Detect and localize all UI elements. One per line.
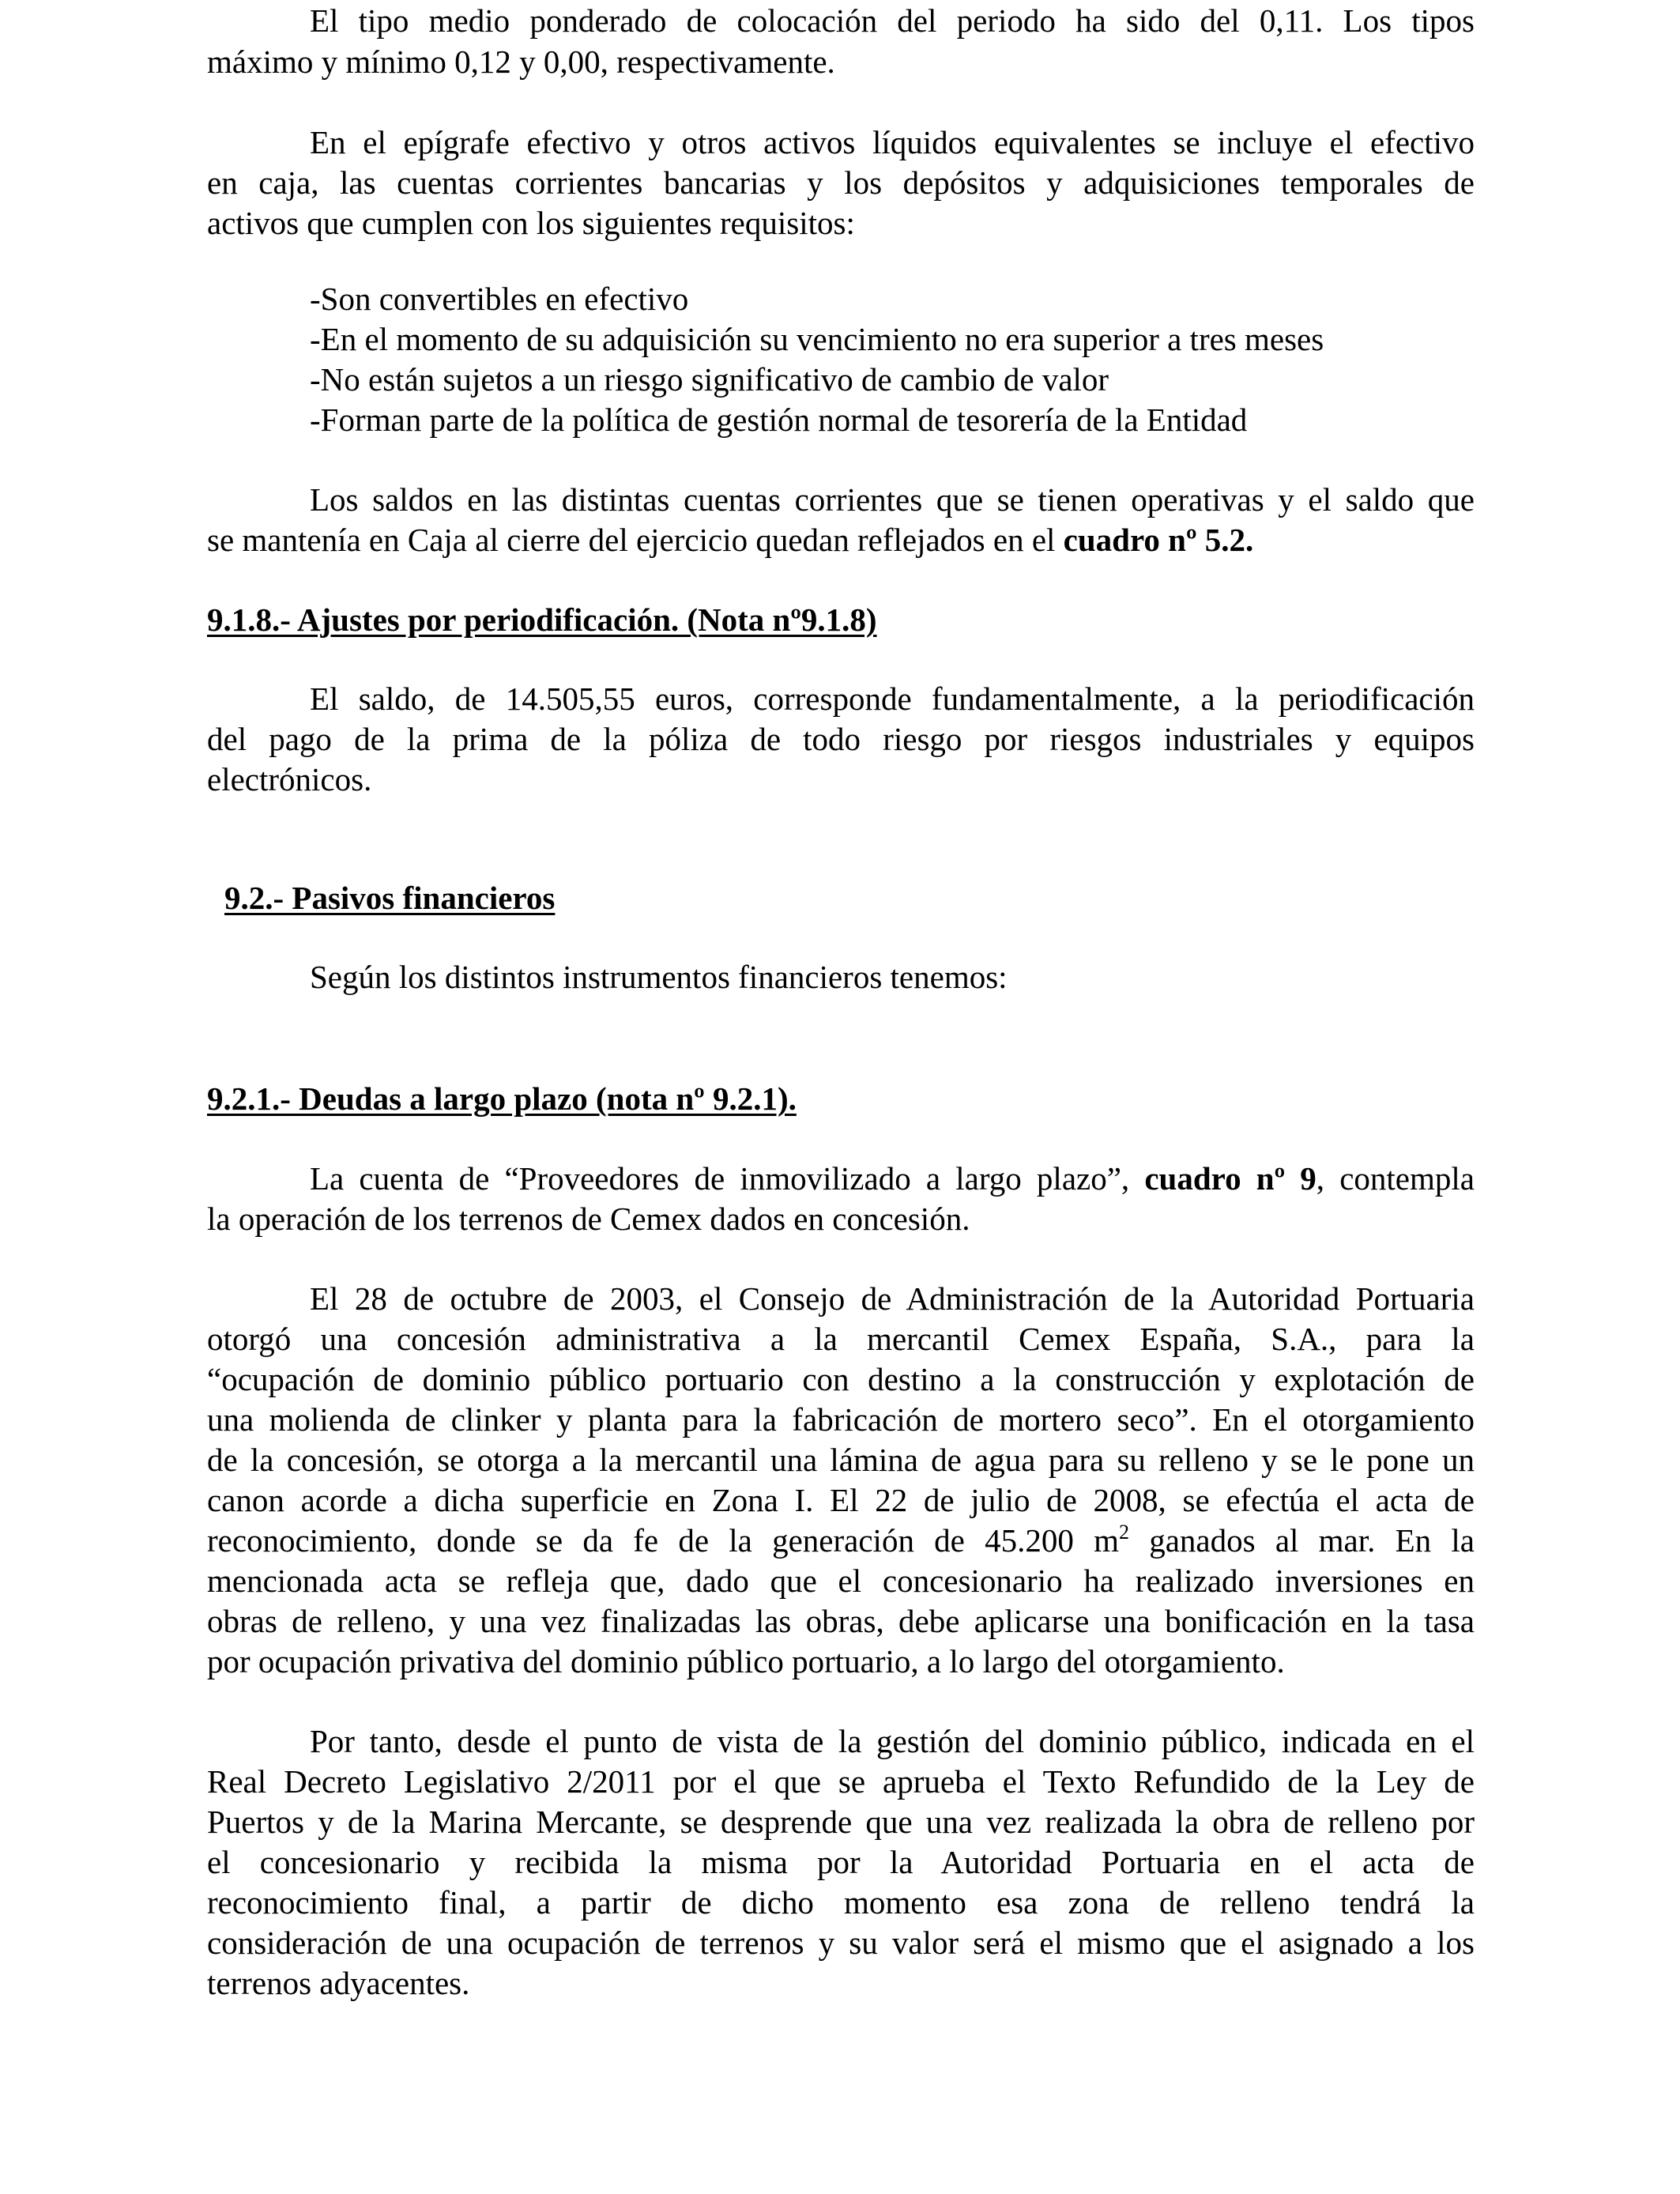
para3-line2: se mantenía en Caja al cierre del ejercicio quedan reflejados en el cuadro nº 5.2. xyxy=(207,522,1254,558)
para8-line2: Real Decreto Legislativo 2/2011 por el que se aprueba el Texto Refundido de la Ley de xyxy=(207,1763,1475,1800)
para3-line1: Los saldos en las distintas cuentas corrientes que se tienen operativas y el saldo que xyxy=(310,481,1475,518)
para4-line2: del pago de la prima de la póliza de todo riesgo por riesgos industriales y equipos xyxy=(207,721,1475,757)
para7-line8: mencionada acta se refleja que, dado que el concesionario ha realizado inversiones en xyxy=(207,1563,1475,1599)
para8-line1: Por tanto, desde el punto de vista de la gestión del dominio público, indicada en el xyxy=(310,1723,1475,1759)
requisito-item: -No están sujetos a un riesgo significativo de cambio de valor xyxy=(310,361,1109,398)
requisito-item: -Son convertibles en efectivo xyxy=(310,281,689,317)
para7-line1: El 28 de octubre de 2003, el Consejo de Administración de la Autoridad Portuaria xyxy=(310,1280,1475,1317)
heading-9-1-8: 9.1.8.- Ajustes por periodificación. (Nota nº9.1.8) xyxy=(207,601,877,638)
para2-line2: en caja, las cuentas corrientes bancarias y los depósitos y adquisiciones temporales de xyxy=(207,164,1475,201)
para7-line5: de la concesión, se otorga a la mercantil una lámina de agua para su relleno y se le pone un xyxy=(207,1442,1475,1478)
heading-9-2: 9.2.- Pasivos financieros xyxy=(224,880,556,916)
para2-line3: activos que cumplen con los siguientes requisitos: xyxy=(207,205,855,241)
para7-line3: “ocupación de dominio público portuario con destino a la construcción y explotación de xyxy=(207,1361,1475,1397)
para1-line2: máximo y mínimo 0,12 y 0,00, respectivamente. xyxy=(207,43,835,80)
para2-line1: En el epígrafe efectivo y otros activos líquidos equivalentes se incluye el efectivo xyxy=(310,124,1475,160)
para7-line7: reconocimiento, donde se da fe de la generación de 45.200 $m^2$ ganados al mar. En la xyxy=(207,1521,1475,1559)
para6-line2: la operación de los terrenos de Cemex dados en concesión. xyxy=(207,1201,970,1237)
para5: Según los distintos instrumentos financieros tenemos: xyxy=(310,959,1008,995)
para8-line7: terrenos adyacentes. xyxy=(207,1965,470,2001)
para8-line6: consideración de una ocupación de terrenos y su valor será el mismo que el asignado a los xyxy=(207,1924,1475,1961)
para1-line1: El tipo medio ponderado de colocación del periodo ha sido del 0,11. Los tipos xyxy=(310,2,1475,39)
cuadro-ref: cuadro nº 9 xyxy=(1144,1160,1317,1197)
para7-line10: por ocupación privativa del dominio público portuario, a lo largo del otorgamiento. xyxy=(207,1643,1285,1679)
heading-9-2-1: 9.2.1.- Deudas a largo plazo (nota nº 9.2.1). xyxy=(207,1080,797,1117)
para7-line9: obras de relleno, y una vez finalizadas las obras, debe aplicarse una bonificación en la tasa xyxy=(207,1603,1475,1639)
superscript: 2 xyxy=(1119,1521,1129,1544)
para8-line3: Puertos y de la Marina Mercante, se desprende que una vez realizada la obra de relleno por xyxy=(207,1804,1475,1840)
para7-line4: una molienda de clinker y planta para la fabricación de mortero seco”. En el otorgamiento xyxy=(207,1401,1475,1438)
para6-line1: La cuenta de “Proveedores de inmovilizado a largo plazo”, cuadro nº 9, contempla xyxy=(310,1160,1475,1197)
cuadro-ref: cuadro nº 5.2. xyxy=(1063,522,1254,558)
requisito-item: -Forman parte de la política de gestión normal de tesorería de la Entidad xyxy=(310,401,1248,438)
document-page xyxy=(207,0,1475,2194)
para7-line2: otorgó una concesión administrativa a la mercantil Cemex España, S.A., para la xyxy=(207,1321,1475,1357)
para4-line3: electrónicos. xyxy=(207,761,372,797)
para8-line5: reconocimiento final, a partir de dicho momento esa zona de relleno tendrá la xyxy=(207,1884,1475,1921)
para4-line1: El saldo, de 14.505,55 euros, corresponde fundamentalmente, a la periodificación xyxy=(310,680,1475,717)
para8-line4: el concesionario y recibida la misma por la Autoridad Portuaria en el acta de xyxy=(207,1844,1475,1880)
para7-line6: canon acorde a dicha superficie en Zona I. El 22 de julio de 2008, se efectúa el acta de xyxy=(207,1482,1475,1518)
requisito-item: -En el momento de su adquisición su vencimiento no era superior a tres meses xyxy=(310,321,1324,357)
